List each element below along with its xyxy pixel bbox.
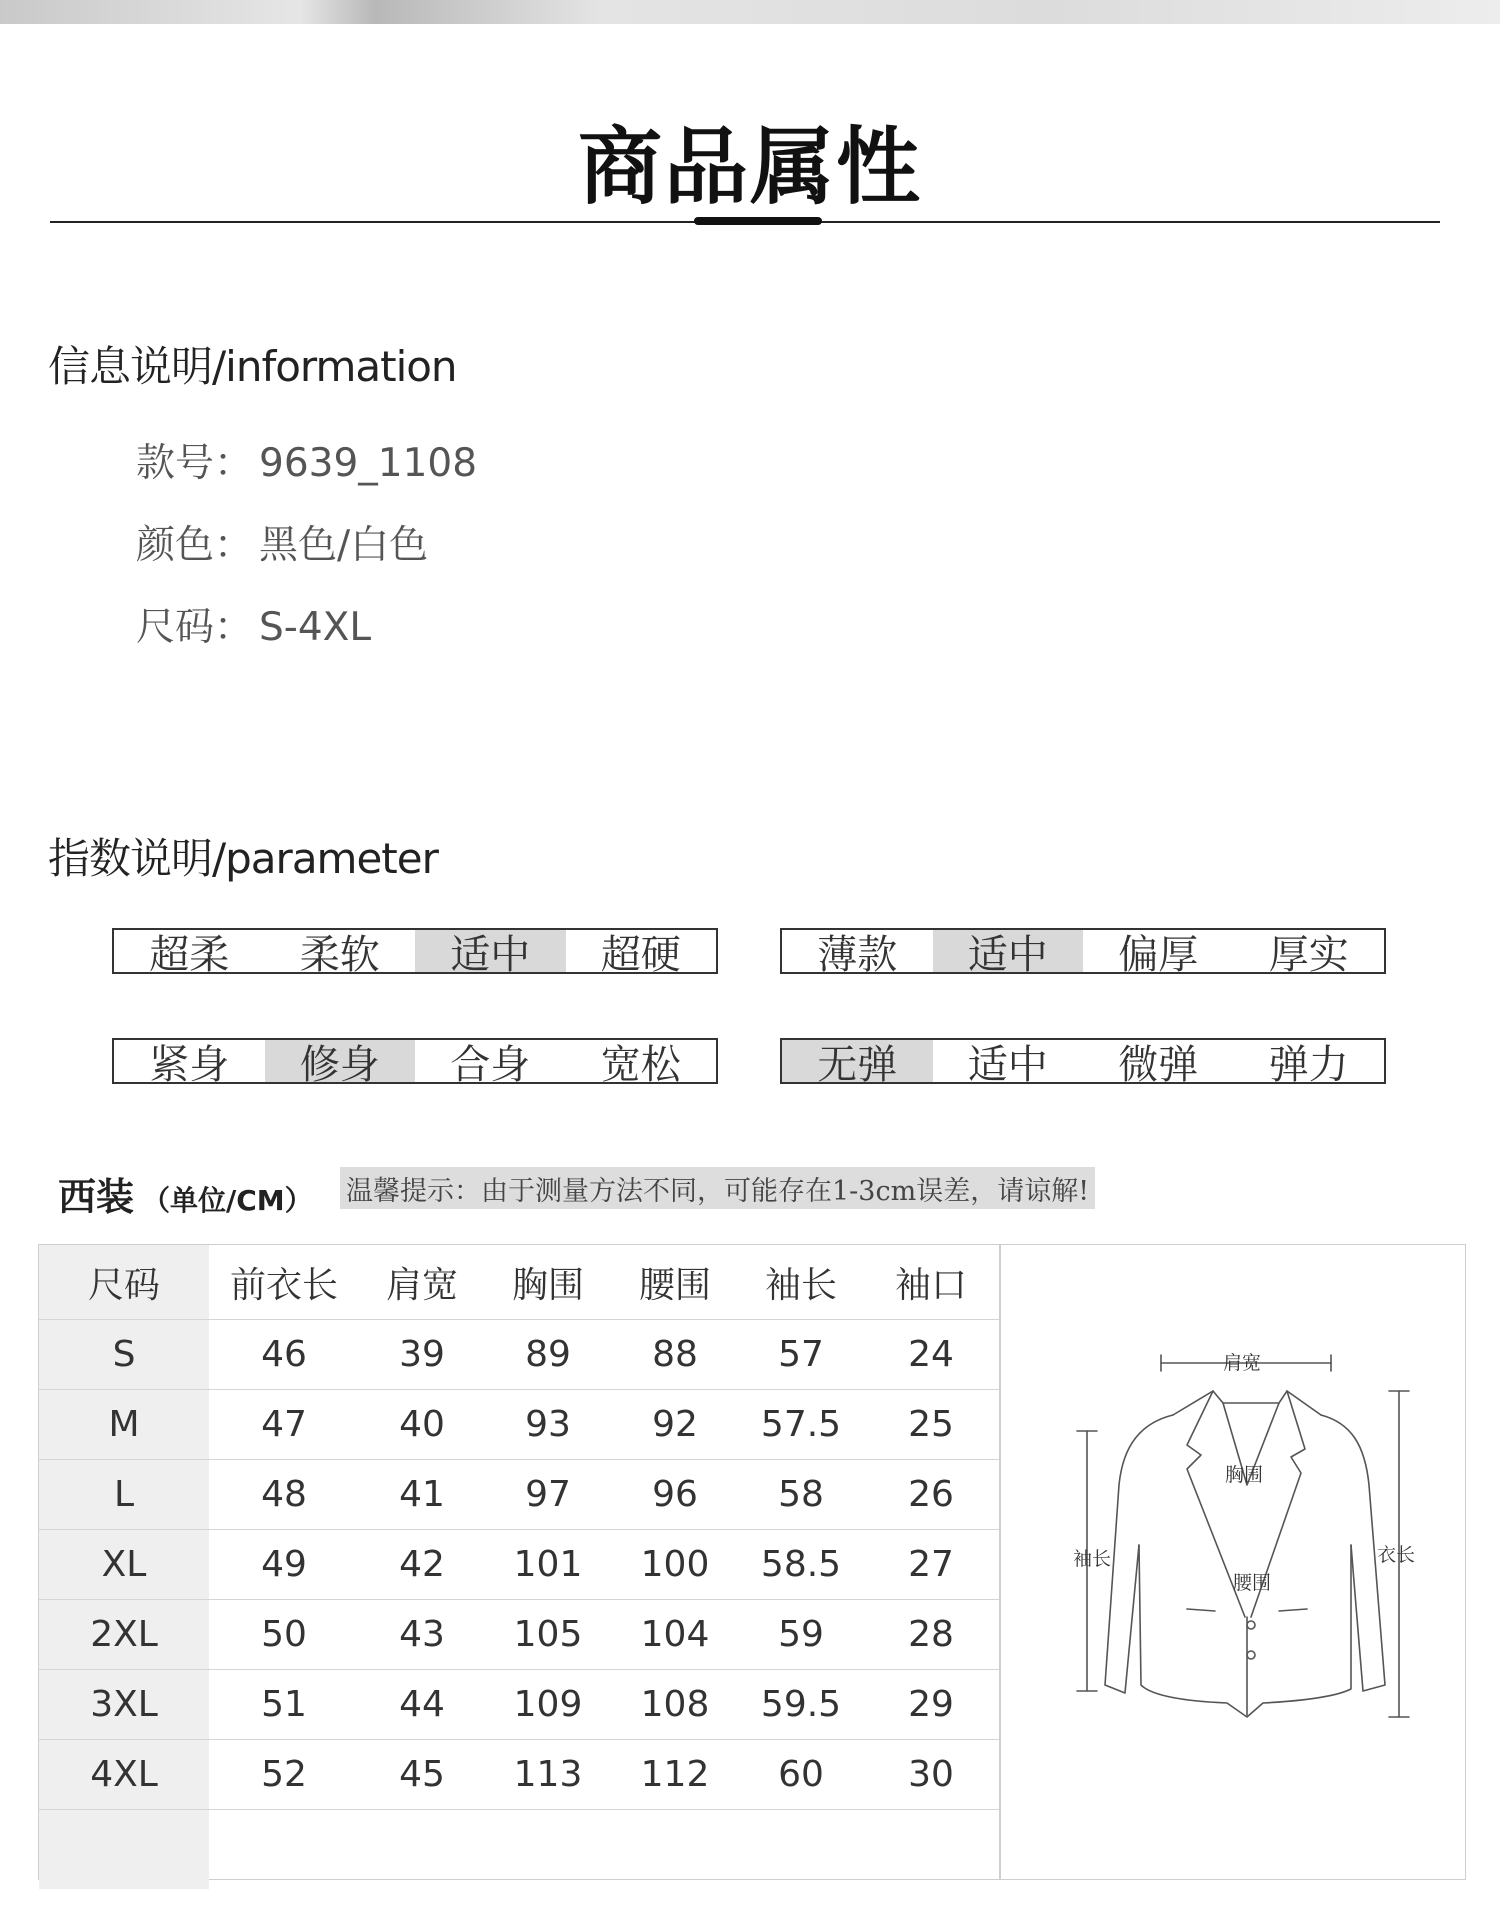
table-cell: 104 bbox=[611, 1600, 739, 1670]
collar-top bbox=[1173, 1391, 1321, 1415]
table-cell: 39 bbox=[359, 1320, 485, 1390]
table-cell: 24 bbox=[863, 1320, 999, 1390]
info-item-style-number bbox=[136, 432, 477, 488]
scale-option: 适中 bbox=[415, 930, 566, 972]
size-table-container bbox=[38, 1244, 1000, 1880]
info-value: S-4XL bbox=[259, 605, 372, 650]
table-cell: 25 bbox=[863, 1390, 999, 1460]
button bbox=[1247, 1651, 1255, 1659]
header-waist: 腰围 bbox=[611, 1245, 739, 1320]
measurement-diagram bbox=[1000, 1244, 1466, 1880]
right-sleeve-outline bbox=[1321, 1415, 1385, 1691]
scale-option: 偏厚 bbox=[1118, 931, 1199, 978]
scale-option: 超硬 bbox=[600, 931, 681, 978]
table-cell: 44 bbox=[359, 1670, 485, 1740]
scale-option: 合身 bbox=[450, 1041, 531, 1088]
parameter-heading: 指数说明/parameter bbox=[48, 834, 438, 883]
table-cell-empty bbox=[863, 1810, 999, 1890]
table-cell: 49 bbox=[209, 1530, 359, 1600]
title-divider-accent bbox=[694, 217, 822, 225]
scale-option: 弹力 bbox=[1268, 1041, 1349, 1088]
table-cell: 45 bbox=[359, 1740, 485, 1810]
label-shoulder: 肩宽 bbox=[1223, 1352, 1262, 1374]
header-cuff: 袖口 bbox=[863, 1245, 999, 1320]
info-item-color bbox=[136, 514, 428, 570]
info-item-size bbox=[136, 596, 371, 652]
table-row bbox=[39, 1460, 999, 1530]
page-title: 商品属性 bbox=[577, 118, 922, 216]
scale-option: 宽松 bbox=[600, 1041, 681, 1088]
table-cell-empty bbox=[359, 1810, 485, 1890]
table-cell: 59.5 bbox=[739, 1670, 863, 1740]
header-front-length: 前衣长 bbox=[209, 1245, 359, 1320]
header-chest: 胸围 bbox=[485, 1245, 611, 1320]
table-cell: 27 bbox=[863, 1530, 999, 1600]
table-cell: 60 bbox=[739, 1740, 863, 1810]
table-row bbox=[39, 1320, 999, 1390]
scale-option: 适中 bbox=[933, 930, 1084, 972]
table-cell-empty bbox=[611, 1810, 739, 1890]
table-cell: 48 bbox=[209, 1460, 359, 1530]
table-cell: 108 bbox=[611, 1670, 739, 1740]
table-cell: M bbox=[39, 1390, 209, 1460]
scale-thickness bbox=[780, 928, 1386, 978]
table-cell: 41 bbox=[359, 1460, 485, 1530]
table-cell: 92 bbox=[611, 1390, 739, 1460]
table-cell: L bbox=[39, 1460, 209, 1530]
table-cell: 58 bbox=[739, 1460, 863, 1530]
table-cell: 109 bbox=[485, 1670, 611, 1740]
label-waist: 腰围 bbox=[1233, 1572, 1272, 1594]
table-empty-row bbox=[39, 1810, 999, 1890]
label-sleeve: 袖长 bbox=[1073, 1548, 1112, 1570]
scale-option: 柔软 bbox=[299, 931, 380, 978]
table-cell: 52 bbox=[209, 1740, 359, 1810]
header-size: 尺码 bbox=[39, 1245, 209, 1320]
table-cell: S bbox=[39, 1320, 209, 1390]
table-cell: 29 bbox=[863, 1670, 999, 1740]
label-chest: 胸围 bbox=[1225, 1464, 1264, 1486]
left-pocket bbox=[1187, 1609, 1215, 1611]
scale-option: 适中 bbox=[967, 1041, 1048, 1088]
table-cell: 97 bbox=[485, 1460, 611, 1530]
table-row bbox=[39, 1530, 999, 1600]
scale-fit bbox=[112, 1038, 718, 1088]
table-cell: 113 bbox=[485, 1740, 611, 1810]
table-cell: 43 bbox=[359, 1600, 485, 1670]
scale-elasticity bbox=[780, 1038, 1386, 1088]
scale-option: 微弹 bbox=[1118, 1041, 1199, 1088]
table-cell: 3XL bbox=[39, 1670, 209, 1740]
measurement-tip: 温馨提示：由于测量方法不同，可能存在1-3cm误差，请谅解! bbox=[340, 1167, 1095, 1209]
table-cell: 88 bbox=[611, 1320, 739, 1390]
table-cell: 100 bbox=[611, 1530, 739, 1600]
table-cell: 105 bbox=[485, 1600, 611, 1670]
size-chart-name: 西装 bbox=[58, 1175, 135, 1219]
table-cell-empty bbox=[485, 1810, 611, 1890]
table-cell-empty bbox=[739, 1810, 863, 1890]
table-cell: 47 bbox=[209, 1390, 359, 1460]
table-cell: 57 bbox=[739, 1320, 863, 1390]
label-length: 衣长 bbox=[1377, 1544, 1416, 1566]
table-cell: 4XL bbox=[39, 1740, 209, 1810]
info-heading: 信息说明/information bbox=[48, 342, 457, 391]
blazer-diagram bbox=[1001, 1245, 1467, 1881]
info-value: 黑色/白色 bbox=[259, 523, 429, 568]
table-cell: 50 bbox=[209, 1600, 359, 1670]
table-cell: 51 bbox=[209, 1670, 359, 1740]
table-cell: 42 bbox=[359, 1530, 485, 1600]
table-cell: 2XL bbox=[39, 1600, 209, 1670]
right-pocket bbox=[1279, 1609, 1307, 1611]
info-value: 9639_1108 bbox=[259, 441, 478, 486]
size-chart-unit: （单位/CM） bbox=[142, 1184, 313, 1217]
button bbox=[1247, 1621, 1255, 1629]
scale-option: 紧身 bbox=[149, 1041, 230, 1088]
table-cell: 28 bbox=[863, 1600, 999, 1670]
size-chart-title bbox=[58, 1166, 313, 1221]
table-row bbox=[39, 1670, 999, 1740]
jacket-body-outline bbox=[1139, 1545, 1351, 1717]
table-cell: 40 bbox=[359, 1390, 485, 1460]
table-cell: 93 bbox=[485, 1390, 611, 1460]
table-cell: 112 bbox=[611, 1740, 739, 1810]
table-row bbox=[39, 1740, 999, 1810]
table-cell: 30 bbox=[863, 1740, 999, 1810]
table-header-row bbox=[39, 1245, 999, 1320]
info-label: 款号： bbox=[136, 441, 254, 486]
scale-option: 薄款 bbox=[817, 931, 898, 978]
top-image-strip bbox=[0, 0, 1500, 24]
table-cell: 26 bbox=[863, 1460, 999, 1530]
header-shoulder: 肩宽 bbox=[359, 1245, 485, 1320]
scale-option: 厚实 bbox=[1268, 931, 1349, 978]
info-label: 尺码： bbox=[136, 605, 254, 650]
table-cell: 59 bbox=[739, 1600, 863, 1670]
table-cell: XL bbox=[39, 1530, 209, 1600]
table-cell: 46 bbox=[209, 1320, 359, 1390]
table-cell: 96 bbox=[611, 1460, 739, 1530]
info-label: 颜色： bbox=[136, 523, 254, 568]
table-row bbox=[39, 1390, 999, 1460]
scale-option: 修身 bbox=[265, 1040, 416, 1082]
table-cell-empty bbox=[209, 1810, 359, 1890]
table-cell-empty bbox=[39, 1810, 209, 1890]
header-sleeve-length: 袖长 bbox=[739, 1245, 863, 1320]
size-table bbox=[39, 1245, 999, 1889]
table-cell: 58.5 bbox=[739, 1530, 863, 1600]
table-cell: 89 bbox=[485, 1320, 611, 1390]
table-row bbox=[39, 1600, 999, 1670]
table-cell: 101 bbox=[485, 1530, 611, 1600]
scale-softness bbox=[112, 928, 718, 978]
scale-option: 无弹 bbox=[782, 1040, 933, 1082]
table-cell: 57.5 bbox=[739, 1390, 863, 1460]
scale-option: 超柔 bbox=[149, 931, 230, 978]
